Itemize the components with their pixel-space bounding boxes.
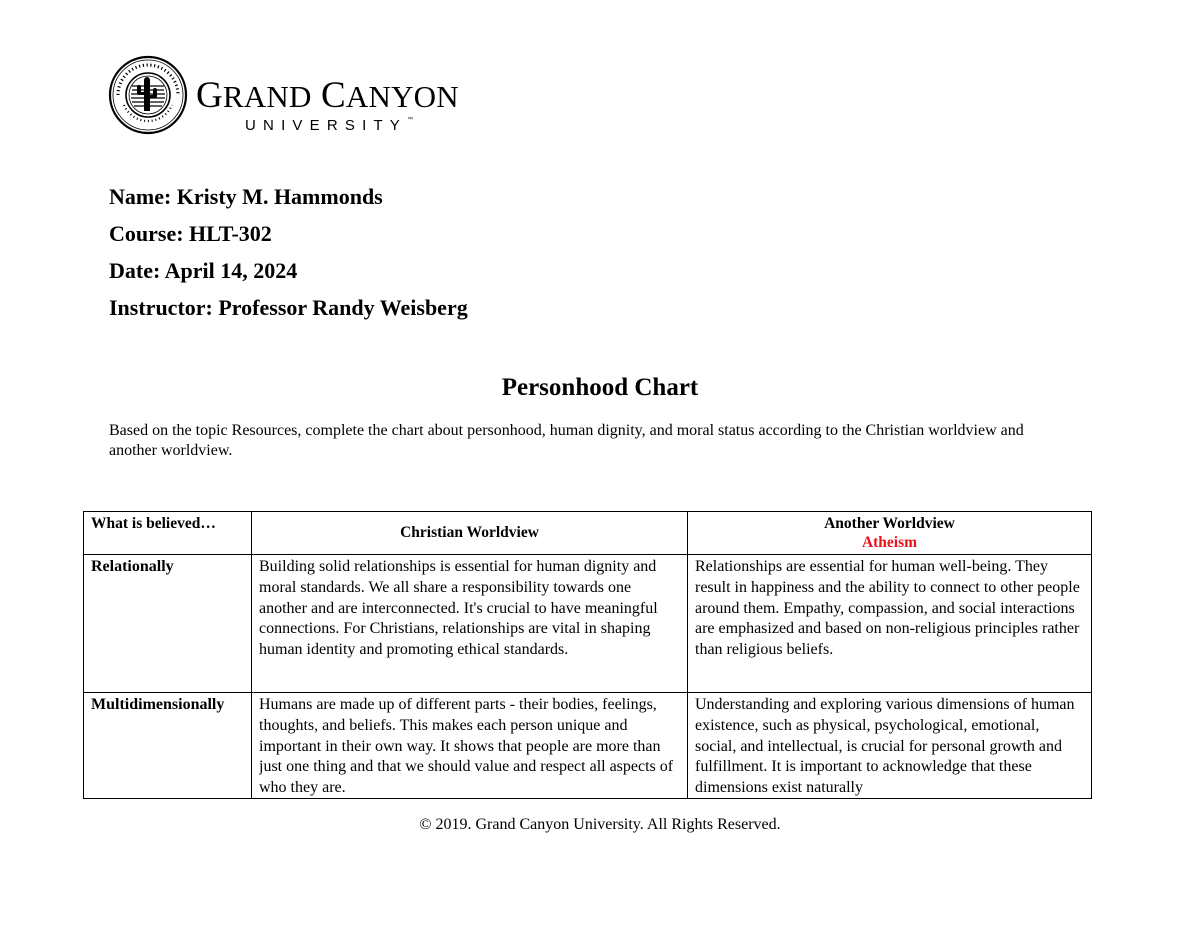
- another-worldview-label: Another Worldview: [824, 515, 955, 532]
- atheism-label: Atheism: [861, 534, 918, 551]
- logo-wordmark: GRAND CANYON: [196, 75, 459, 116]
- personhood-table: [83, 511, 1092, 799]
- header-christian-worldview: Christian Worldview: [252, 512, 688, 555]
- row-label-multidimensionally: Multidimensionally: [84, 693, 252, 799]
- atheism-relationally-cell: Relationships are essential for human well-being. They result in happiness and the ability to connect to other people around them. Empathy, compassion, and social interactions are emphasized and based on non-religious principles rather than religious beliefs.: [688, 555, 1092, 693]
- course-code: Course: HLT-302: [109, 221, 272, 246]
- atheism-multidimensionally-cell: Understanding and exploring various dimensions of human existence, such as physical, psychological, emotional, social, and intellectual, is crucial for personal growth and fulfillment. It is important to acknowledge that these dimensions exist naturally: [688, 693, 1092, 799]
- christian-relationally-cell: Building solid relationships is essential for human dignity and moral standards. We all share a responsibility towards one another and are interconnected. It's crucial to have meaningful connections. For Christians, relationships are vital in shaping human identity and promoting ethical standards.: [252, 555, 688, 693]
- university-logo: [108, 55, 488, 140]
- intro-paragraph: Based on the topic Resources, complete the chart about personhood, human dignity, and moral status according to the Christian worldview and another worldview.: [109, 422, 1024, 459]
- row-label-relationally: Relationally: [84, 555, 252, 693]
- header-info: [109, 178, 468, 326]
- page-title: Personhood Chart: [501, 374, 699, 401]
- instructor-name: Instructor: Professor Randy Weisberg: [109, 295, 468, 320]
- table-row: [84, 555, 1092, 693]
- header-what-is-believed: What is believed…: [84, 512, 252, 555]
- copyright-footer: © 2019. Grand Canyon University. All Rights Reserved.: [419, 816, 781, 833]
- student-name: Name: Kristy M. Hammonds: [109, 184, 383, 209]
- submission-date: Date: April 14, 2024: [109, 258, 298, 283]
- header-another-worldview: [688, 512, 1092, 555]
- christian-multidimensionally-cell: Humans are made up of different parts - their bodies, feelings, thoughts, and beliefs. This makes each person unique and important in their own way. It shows that people are more than just one thing and that we should value and respect all aspects of who they are.: [252, 693, 688, 799]
- university-seal-icon: [108, 55, 188, 135]
- logo-subtitle: UNIVERSITY™: [245, 117, 414, 134]
- table-row: [84, 693, 1092, 799]
- table-header-row: [84, 512, 1092, 555]
